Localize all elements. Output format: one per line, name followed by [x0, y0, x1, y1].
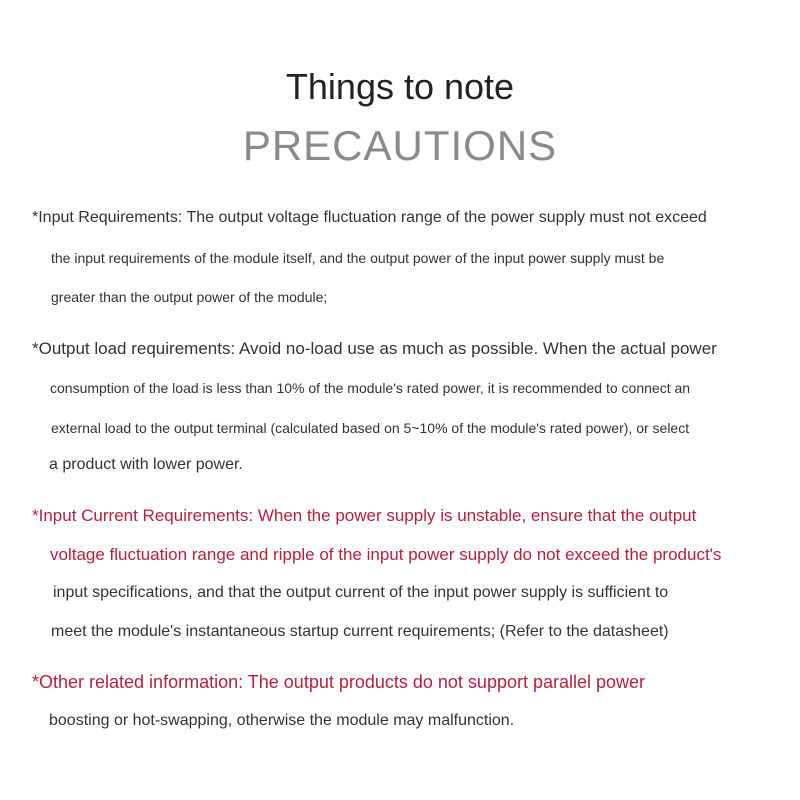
note-line: voltage fluctuation range and ripple of the input power supply do not exceed the product's — [50, 545, 722, 564]
note-line: greater than the output power of the module; — [51, 289, 328, 305]
note-line: boosting or hot-swapping, otherwise the module may malfunction. — [49, 712, 515, 729]
note-line: input specifications, and that the output current of the input power supply is sufficient to — [53, 584, 669, 601]
note-line: the input requirements of the module itself, and the output power of the input power supply must be — [51, 250, 665, 266]
page-title: Things to note — [285, 66, 515, 107]
note-line: *Other related information: The output products do not support parallel power — [32, 672, 646, 692]
note-line: meet the module's instantaneous startup current requirements; (Refer to the datasheet) — [51, 623, 669, 640]
note-line: consumption of the load is less than 10% of the module's rated power, it is recommended to connect an — [50, 380, 691, 396]
note-line: *Input Current Requirements: When the power supply is unstable, ensure that the output — [32, 506, 697, 525]
note-line: external load to the output terminal (calculated based on 5~10% of the module's rated power), or select — [51, 420, 690, 436]
page-subtitle: PRECAUTIONS — [242, 122, 558, 169]
note-line: *Output load requirements: Avoid no-load use as much as possible. When the actual power — [32, 339, 717, 358]
note-line: a product with lower power. — [49, 456, 243, 473]
note-line: *Input Requirements: The output voltage fluctuation range of the power supply must not exceed — [32, 209, 707, 226]
